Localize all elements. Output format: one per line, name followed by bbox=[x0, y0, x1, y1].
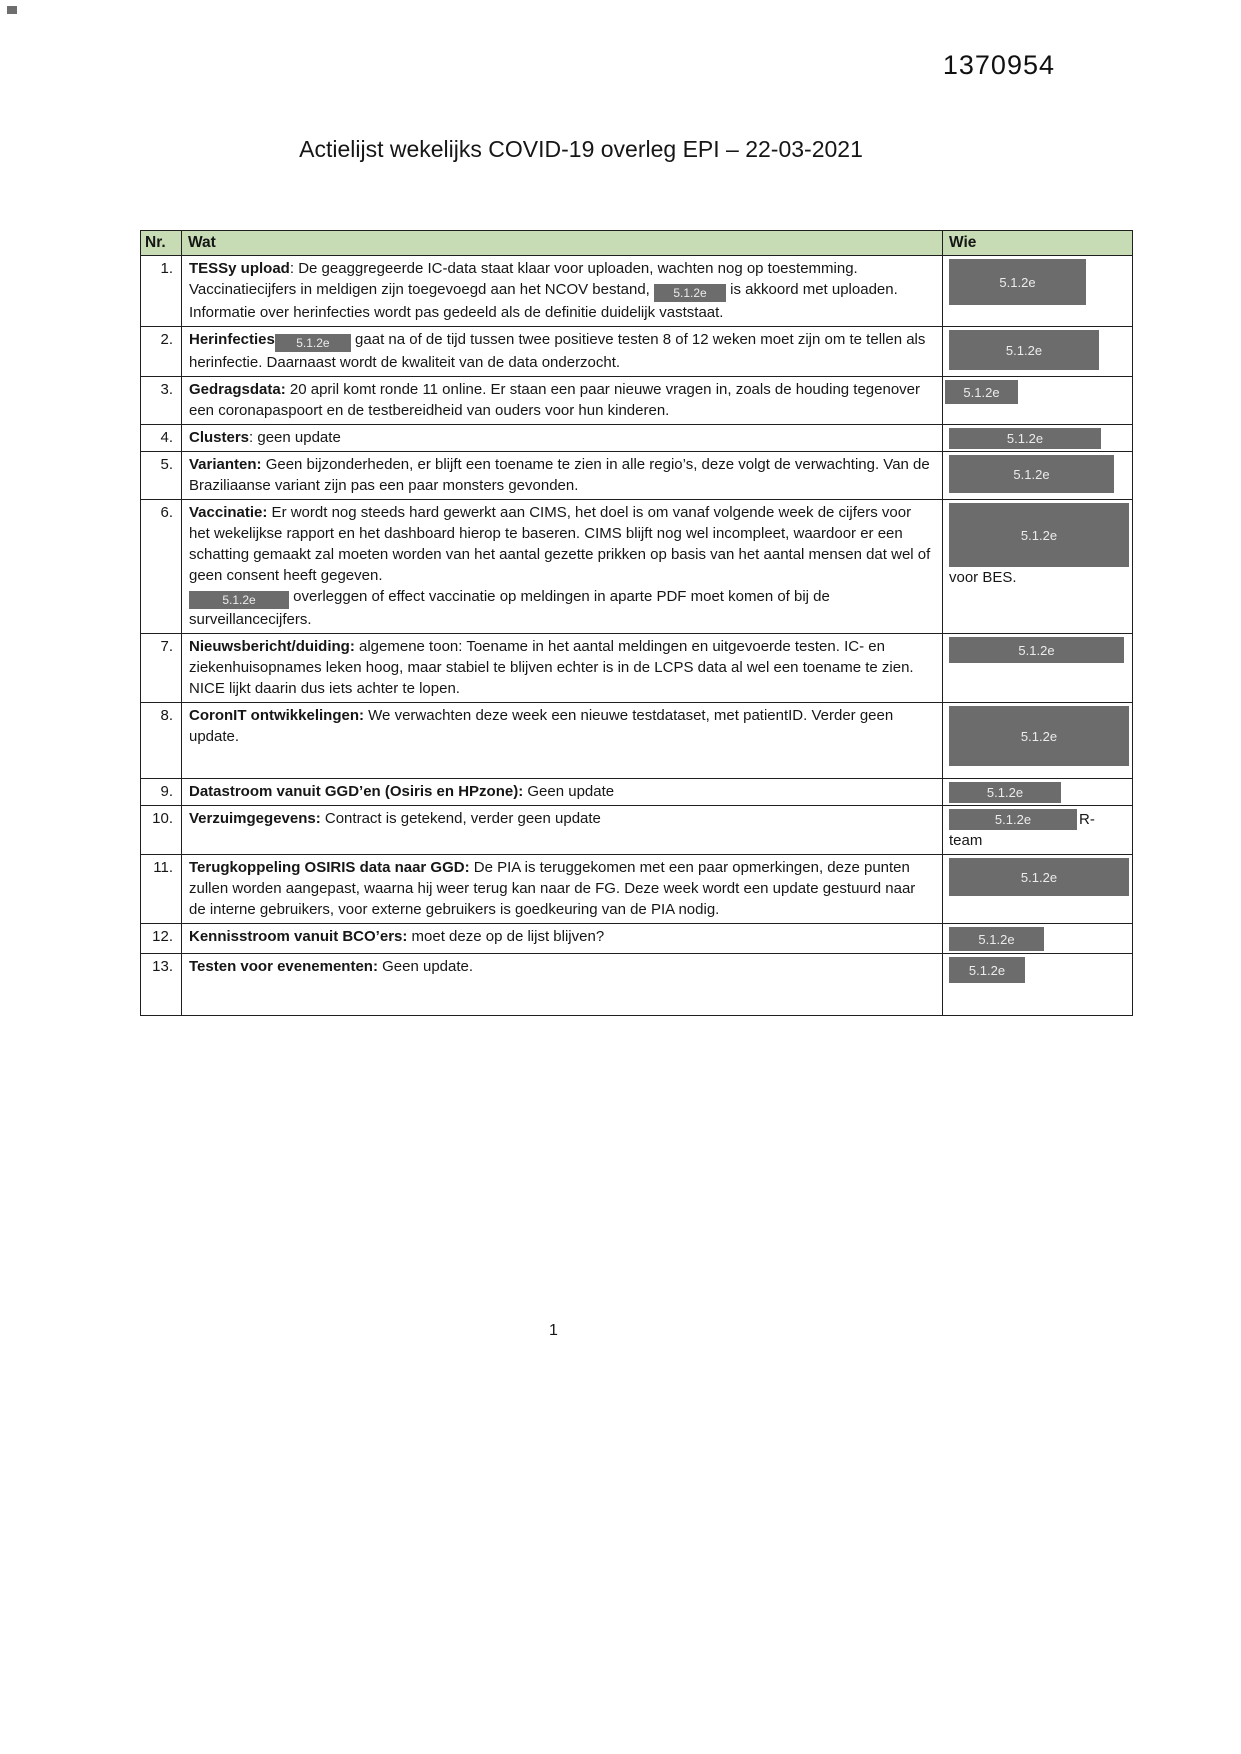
redaction-box-inline: 5.1.2e bbox=[189, 591, 289, 609]
table-row bbox=[141, 425, 1133, 452]
row-number-cell: 13. bbox=[141, 954, 182, 1016]
wat-cell: Datastroom vanuit GGD’en (Osiris en HPzone): Geen update bbox=[182, 779, 943, 806]
row-number-cell: 4. bbox=[141, 425, 182, 452]
wie-cell bbox=[943, 452, 1133, 500]
wie-cell bbox=[943, 703, 1133, 779]
wat-cell: Vaccinatie: Er wordt nog steeds hard gewerkt aan CIMS, het doel is om vanaf volgende week de cijfers voor het wekelijkse rapport en het dashboard hierop te baseren. CIMS blijft nog wel incompleet, waardoor er een schatting gemaakt zal moeten worden van het aantal gezette prikken op basis van het aantal mensen dat wel of geen consent heeft gegeven. 5.1.2e overleggen of effect vaccinatie op meldingen in aparte PDF moet komen of bij de surveillancecijfers. bbox=[182, 500, 943, 634]
redaction-box: 5.1.2e bbox=[949, 957, 1025, 983]
table-row bbox=[141, 377, 1133, 425]
topic-label: Datastroom vanuit GGD’en (Osiris en HPzone): bbox=[189, 783, 524, 800]
wie-cell bbox=[943, 327, 1133, 377]
wat-cell: Nieuwsbericht/duiding: algemene toon: Toename in het aantal meldingen en uitgevoerde testen. IC- en ziekenhuisopnames leken hoog, maar stabiel te blijven echter is in de LCPS data al wel een toename te zien. NICE lijkt daarin dus iets achter te lopen. bbox=[182, 634, 943, 703]
topic-label: Herinfecties bbox=[189, 331, 275, 348]
table-row bbox=[141, 779, 1133, 806]
wie-text: voor BES. bbox=[949, 569, 1017, 586]
wie-cell bbox=[943, 779, 1133, 806]
redaction-box: 5.1.2e bbox=[949, 503, 1129, 567]
wat-cell: CoronIT ontwikkelingen: We verwachten deze week een nieuwe testdataset, met patientID. Verder geen update. bbox=[182, 703, 943, 779]
topic-label: TESSy upload bbox=[189, 260, 290, 277]
wie-line bbox=[945, 927, 1130, 951]
wie-line bbox=[945, 637, 1130, 663]
wat-cell: TESSy upload: De geaggregeerde IC-data staat klaar voor uploaden, wachten nog op toestemming. Vaccinatiecijfers in meldigen zijn toegevoegd aan het NCOV bestand, 5.1.2e is akkoord met uploaden. Informatie over herinfecties wordt pas gedeeld als de definitie duidelijk vaststaat. bbox=[182, 256, 943, 327]
wie-line bbox=[945, 503, 1130, 567]
wie-line bbox=[945, 706, 1130, 766]
row-number-cell: 2. bbox=[141, 327, 182, 377]
table-row bbox=[141, 806, 1133, 855]
wat-cell: Terugkoppeling OSIRIS data naar GGD: De PIA is teruggekomen met een paar opmerkingen, deze punten zullen worden aangepast, waarna hij weer terug kan naar de FG. Deze week wordt een update gestuurd naar de interne gebruikers, voor externe gebruikers is goedkeuring van de PIA nodig. bbox=[182, 855, 943, 924]
table-row bbox=[141, 327, 1133, 377]
row-number-cell: 5. bbox=[141, 452, 182, 500]
topic-label: Verzuimgegevens: bbox=[189, 810, 321, 827]
topic-label: Nieuwsbericht/duiding: bbox=[189, 638, 355, 655]
redaction-box: 5.1.2e bbox=[949, 782, 1061, 803]
topic-label: Clusters bbox=[189, 429, 250, 446]
redaction-box: 5.1.2e bbox=[949, 858, 1129, 896]
wie-cell bbox=[943, 500, 1133, 634]
row-number-cell: 7. bbox=[141, 634, 182, 703]
table-row bbox=[141, 256, 1133, 327]
wie-text: R- bbox=[1079, 811, 1095, 828]
redaction-box: 5.1.2e bbox=[949, 330, 1099, 370]
row-number-cell: 3. bbox=[141, 377, 182, 425]
page-title: Actielijst wekelijks COVID-19 overleg EPI – 22-03-2021 bbox=[299, 136, 863, 162]
wie-cell bbox=[943, 377, 1133, 425]
column-header-nr: Nr. bbox=[141, 231, 182, 256]
wie-line bbox=[945, 428, 1130, 449]
topic-label: CoronIT ontwikkelingen: bbox=[189, 707, 364, 724]
page-number: 1 bbox=[549, 1322, 558, 1339]
redaction-box: 5.1.2e bbox=[949, 927, 1044, 951]
wat-cell: Herinfecties 5.1.2e gaat na of de tijd tussen twee positieve testen 8 of 12 weken moet zijn om te tellen als herinfectie. Daarnaast wordt de kwaliteit van de data onderzocht. bbox=[182, 327, 943, 377]
table-row bbox=[141, 703, 1133, 779]
wat-cell: Testen voor evenementen: Geen update. bbox=[182, 954, 943, 1016]
wat-cell: Verzuimgegevens: Contract is getekend, verder geen update bbox=[182, 806, 943, 855]
wie-cell bbox=[943, 425, 1133, 452]
table-row bbox=[141, 452, 1133, 500]
wat-cell: Gedragsdata: 20 april komt ronde 11 online. Er staan een paar nieuwe vragen in, zoals de houding tegenover een coronapaspoort en de testbereidheid van ouders voor hun kinderen. bbox=[182, 377, 943, 425]
redaction-box: 5.1.2e bbox=[949, 706, 1129, 766]
wat-cell: Clusters: geen update bbox=[182, 425, 943, 452]
wie-cell bbox=[943, 256, 1133, 327]
wie-line bbox=[945, 809, 1130, 830]
wie-cell bbox=[943, 634, 1133, 703]
row-number-cell: 10. bbox=[141, 806, 182, 855]
wie-line bbox=[945, 858, 1130, 896]
redaction-box: 5.1.2e bbox=[949, 259, 1086, 305]
redaction-box: 5.1.2e bbox=[949, 637, 1124, 663]
redaction-box: 5.1.2e bbox=[949, 428, 1101, 449]
table-body bbox=[141, 256, 1133, 1016]
table-row bbox=[141, 954, 1133, 1016]
column-header-wat: Wat bbox=[182, 231, 943, 256]
action-list-table-wrap bbox=[140, 230, 1132, 1016]
redaction-box: 5.1.2e bbox=[949, 455, 1114, 493]
topic-label: Vaccinatie: bbox=[189, 504, 268, 521]
wat-cell: Kennisstroom vanuit BCO’ers: moet deze op de lijst blijven? bbox=[182, 924, 943, 954]
column-header-wie: Wie bbox=[943, 231, 1133, 256]
wie-line bbox=[945, 380, 1130, 404]
row-number-cell: 12. bbox=[141, 924, 182, 954]
topic-label: Terugkoppeling OSIRIS data naar GGD: bbox=[189, 859, 470, 876]
topic-label: Varianten: bbox=[189, 456, 262, 473]
wie-line bbox=[945, 259, 1130, 305]
wat-cell: Varianten: Geen bijzonderheden, er blijft een toename te zien in alle regio’s, deze volgt de verwachting. Van de Braziliaanse variant zijn pas een paar monsters gevonden. bbox=[182, 452, 943, 500]
row-number-cell: 11. bbox=[141, 855, 182, 924]
table-row bbox=[141, 855, 1133, 924]
wie-line bbox=[945, 455, 1130, 493]
wie-cell bbox=[943, 924, 1133, 954]
wie-cell bbox=[943, 855, 1133, 924]
row-number-cell: 9. bbox=[141, 779, 182, 806]
topic-label: Gedragsdata: bbox=[189, 381, 286, 398]
table-row bbox=[141, 924, 1133, 954]
wie-cell bbox=[943, 954, 1133, 1016]
redaction-box-inline: 5.1.2e bbox=[275, 334, 351, 352]
row-number-cell: 6. bbox=[141, 500, 182, 634]
redaction-box: 5.1.2e bbox=[949, 809, 1077, 830]
table-row bbox=[141, 500, 1133, 634]
row-number-cell: 8. bbox=[141, 703, 182, 779]
topic-label: Kennisstroom vanuit BCO’ers: bbox=[189, 928, 408, 945]
wie-line bbox=[945, 782, 1130, 803]
action-list-table bbox=[140, 230, 1133, 1016]
wie-cell bbox=[943, 806, 1133, 855]
wie-line bbox=[945, 957, 1130, 983]
wie-text: team bbox=[949, 832, 983, 849]
redaction-box: 5.1.2e bbox=[945, 380, 1018, 404]
table-header-row bbox=[141, 231, 1133, 256]
document-number: 1370954 bbox=[942, 50, 1055, 80]
topic-label: Testen voor evenementen: bbox=[189, 958, 378, 975]
redaction-box-inline: 5.1.2e bbox=[654, 284, 726, 302]
row-number-cell: 1. bbox=[141, 256, 182, 327]
scan-artifact bbox=[7, 6, 17, 14]
wie-line bbox=[945, 330, 1130, 370]
table-row bbox=[141, 634, 1133, 703]
